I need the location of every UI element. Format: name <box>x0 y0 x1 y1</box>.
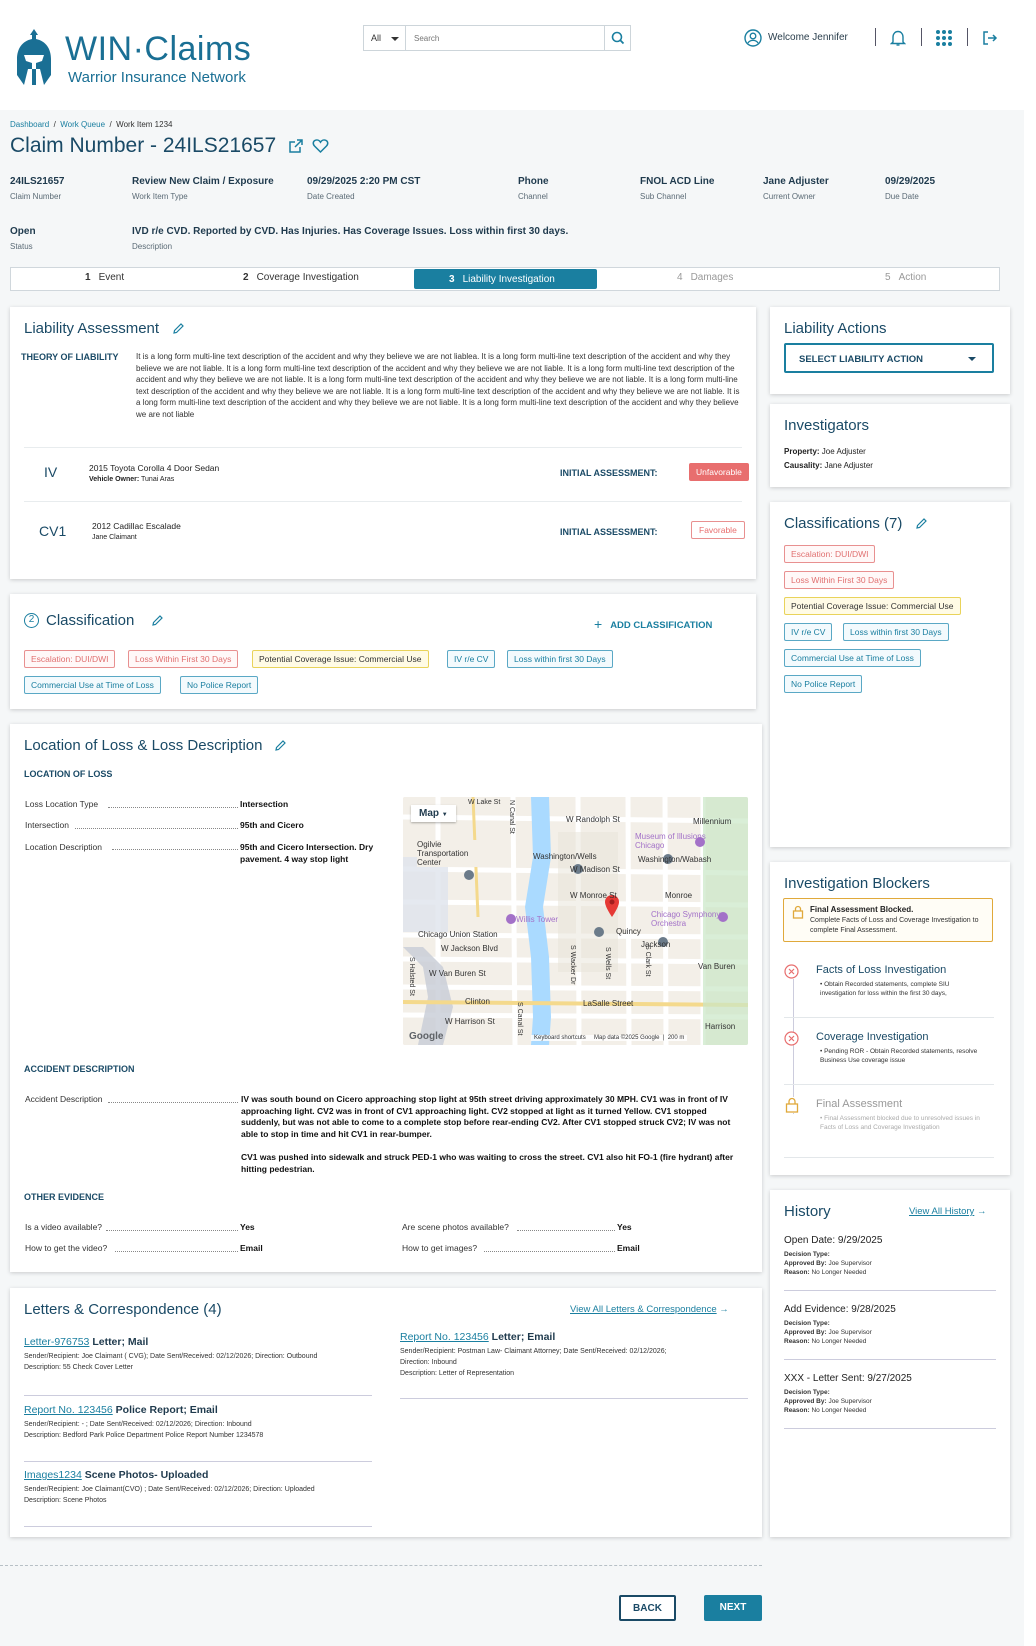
row-label: How to get the video? <box>25 1243 108 1253</box>
map-label: W Lake St <box>468 799 501 806</box>
plus-icon: + <box>594 616 603 632</box>
letter-details: Sender/Recipient: - ; Date Sent/Received: 02/12/2026; Direction: Inbound <box>24 1421 252 1428</box>
lock-icon <box>792 905 804 919</box>
meta-value: 09/29/2025 <box>885 176 936 187</box>
meta-date-created <box>307 176 420 201</box>
header-divider <box>967 28 968 46</box>
history-approved-label: Approved By: <box>784 1260 827 1267</box>
row-label: Is a video available? <box>25 1222 103 1232</box>
description-label: Description <box>132 242 173 251</box>
meta-claim-number <box>10 176 65 201</box>
map-label: W Madison St <box>570 865 620 874</box>
classification-number-badge: 2 <box>24 613 39 628</box>
letters-title: Letters & Correspondence (4) <box>24 1301 222 1318</box>
meta-current-owner <box>763 176 829 201</box>
blocker-alert <box>783 898 993 942</box>
map-label: Quincy <box>616 927 641 936</box>
step-number: 5 <box>885 272 891 283</box>
breadcrumb-current: Work Item 1234 <box>116 120 173 129</box>
letter-details: Sender/Recipient: Joe Claimant(CVO) ; Date Sent/Received: 02/12/2026; Direction: Uploaded <box>24 1486 315 1493</box>
map-google-logo: Google <box>409 1031 444 1042</box>
liability-action-select-label: SELECT LIABILITY ACTION <box>799 354 924 365</box>
history-item <box>784 1304 996 1360</box>
meta-due-date <box>885 176 935 201</box>
logo-subtitle: Warrior Insurance Network <box>68 69 246 86</box>
history-approved-by: Joe Supervisor <box>828 1260 872 1267</box>
search-bar <box>363 25 631 51</box>
letter-details: Sender/Recipient: Postman Law- Claimant Attorney; Date Sent/Received: 02/12/2026; <box>400 1348 667 1355</box>
classification-tag[interactable]: No Police Report <box>180 676 258 694</box>
header-divider <box>875 28 876 46</box>
map-label: W Harrison St <box>445 1017 495 1026</box>
accident-section-label: ACCIDENT DESCRIPTION <box>24 1064 135 1074</box>
vehicle-owner: Tunai Aras <box>141 476 175 483</box>
leader-dots <box>484 1251 615 1252</box>
inv-property-name: Joe Adjuster <box>821 447 866 456</box>
meta-label: Due Date <box>885 192 919 201</box>
map-label: Willis Tower <box>516 915 559 924</box>
liability-actions-title: Liability Actions <box>784 320 887 337</box>
vehicle-code: IV <box>44 464 58 480</box>
step-label: Coverage Investigation <box>256 272 359 283</box>
letter-item <box>24 1404 372 1462</box>
step-label: Event <box>98 272 125 283</box>
map-label: W Jackson Blvd <box>441 944 498 953</box>
evidence-row <box>25 1222 275 1232</box>
app-header <box>0 0 1036 110</box>
classification-card <box>10 594 756 709</box>
arrow-right-icon: → <box>976 1206 987 1217</box>
vehicle-name: 2012 Cadillac Escalade <box>92 521 181 531</box>
row-label: Are scene photos available? <box>402 1222 509 1232</box>
view-all-letters-link[interactable] <box>570 1304 729 1315</box>
meta-label: Sub Channel <box>640 192 687 201</box>
meta-work-item-type <box>132 176 274 201</box>
row-value: 95th and Cicero <box>240 820 304 830</box>
meta-value: Review New Claim / Exposure <box>132 176 274 187</box>
lock-icon <box>785 1097 799 1113</box>
history-reason-label: Reason: <box>784 1269 810 1276</box>
history-item-title: Add Evidence: 9/28/2025 <box>784 1304 896 1315</box>
map-type-button[interactable]: Map ▼ <box>411 805 456 822</box>
map-label: Chicago Union Station <box>418 930 498 939</box>
history-item-title: Open Date: 9/29/2025 <box>784 1235 883 1246</box>
blocker-text-value: Obtain Recorded statements, complete SIU investigation for loss within the first 30 days, <box>820 981 950 997</box>
location-row <box>25 799 289 809</box>
evidence-row <box>402 1222 652 1232</box>
location-section-label: LOCATION OF LOSS <box>24 769 113 779</box>
meta-status <box>10 226 36 251</box>
breadcrumb: Dashboard / Work Queue / Work Item 1234 <box>10 120 173 129</box>
edit-pencil-icon[interactable] <box>274 739 287 752</box>
letter-description: Description: Letter of Representation <box>400 1370 515 1377</box>
welcome-text: Welcome Jennifer <box>768 32 848 43</box>
letter-type: Scene Photos- Uploaded <box>84 1469 209 1481</box>
row-value: Yes <box>617 1222 632 1232</box>
row-value: Email <box>240 1243 263 1253</box>
letter-item <box>24 1469 372 1527</box>
description-value: IVD r/e CVD. Reported by CVD. Has Injuries. Has Coverage Issues. Loss within first 30 days. <box>132 226 569 237</box>
map-label: Clinton <box>465 997 490 1006</box>
vehicle-row <box>24 503 742 563</box>
breadcrumb-dashboard[interactable]: Dashboard <box>10 120 50 129</box>
logo-title: WIN·Claims <box>65 30 252 68</box>
map-label: Millennium <box>693 817 732 826</box>
history-approved-label: Approved By: <box>784 1398 827 1405</box>
meta-value: Jane Adjuster <box>763 176 829 187</box>
letter-type: Letter; Mail <box>92 1336 149 1348</box>
history-item-title: XXX - Letter Sent: 9/27/2025 <box>784 1373 912 1384</box>
theory-of-liability-text: It is a long form multi-line text description of the accident and why they believe we are not liablea. It is a long form multi-line text description of the accident and why they believe we are not liable. It is a long form multi-line text description of the accident and why they believe we are not liable. It is a long form multi-line text description of the accident and why they believe we are not liable. It is a long form multi-line text description of the accident and why they believe we are not liable. It is a long form multi-line text description of the accident and why they believe we are not liable. It is a long form multi-line text description of the accident and why they believe we are not liable. It is a long form multi-line text description of the accident and why they believe we are not liable. It is a long form multi-line text description of the accident and why they believe we are not liable <box>136 352 740 419</box>
history-decision-label: Decision Type: <box>784 1389 830 1396</box>
step-liability-investigation[interactable] <box>414 269 597 289</box>
map-label: Washington/Wells <box>533 852 597 861</box>
edit-pencil-icon[interactable] <box>172 322 185 335</box>
location-map[interactable] <box>403 797 748 1045</box>
blocker-text: • Final Assessment blocked due to unresolved issues in Facts of Loss and Coverage Investigation <box>820 1115 980 1131</box>
meta-label: Work Item Type <box>132 192 188 201</box>
blocker-title: Final Assessment <box>816 1098 903 1110</box>
step-label: Action <box>898 272 927 283</box>
history-title: History <box>784 1203 831 1220</box>
leader-dots <box>108 1102 238 1103</box>
leader-dots <box>517 1230 615 1231</box>
meta-label: Current Owner <box>763 192 816 201</box>
error-x-icon <box>784 1031 799 1046</box>
letter-link[interactable]: Images1234 <box>24 1469 82 1481</box>
letter-link[interactable]: Report No. 123456 <box>24 1404 113 1416</box>
map-label: W Monroe St <box>570 891 617 900</box>
letter-description: Description: Scene Photos <box>24 1497 107 1504</box>
blocker-text-value: Pending ROR - Obtain Recorded statements, resolve Business Use coverage issue <box>820 1048 978 1064</box>
step-number: 3 <box>449 274 455 285</box>
map-label: W Randolph St <box>566 815 620 824</box>
history-decision-label: Decision Type: <box>784 1320 830 1327</box>
letter-link[interactable]: Report No. 123456 <box>400 1331 489 1343</box>
investigators-card <box>770 404 1010 487</box>
arrow-right-icon: → <box>719 1304 729 1315</box>
history-decision-label: Decision Type: <box>784 1251 830 1258</box>
add-classification-button[interactable] <box>594 615 712 631</box>
back-button[interactable]: BACK <box>619 1595 676 1621</box>
inv-causality-label: Causality: <box>784 461 823 470</box>
map-label: Monroe <box>665 891 693 900</box>
step-label: Damages <box>690 272 734 283</box>
row-value: 95th and Cicero Intersection. Dry pavement. 4 way stop light <box>240 842 374 864</box>
location-of-loss-card <box>10 724 762 1272</box>
vehicle-name: 2015 Toyota Corolla 4 Door Sedan <box>89 463 220 473</box>
meta-label: Date Created <box>307 192 355 201</box>
letter-item <box>24 1336 372 1396</box>
row-value: Email <box>617 1243 640 1253</box>
edit-pencil-icon[interactable] <box>151 614 164 627</box>
history-card <box>770 1190 1010 1537</box>
meta-sub-channel <box>640 176 714 201</box>
step-coverage-investigation[interactable] <box>243 272 359 283</box>
classification-tag[interactable]: Commercial Use at Time of Loss <box>24 676 161 694</box>
history-reason: No Longer Needed <box>811 1407 867 1414</box>
edit-pencil-icon[interactable] <box>915 517 928 530</box>
status-label: Status <box>10 242 33 251</box>
liability-actions-card <box>770 307 1010 394</box>
add-classification-label: ADD CLASSIFICATION <box>610 620 713 631</box>
history-reason: No Longer Needed <box>811 1269 867 1276</box>
progress-stepper <box>10 267 1000 291</box>
classification-tag[interactable]: Commercial Use at Time of Loss <box>784 649 921 667</box>
investigators-title: Investigators <box>784 417 870 434</box>
letter-item <box>400 1331 748 1399</box>
map-label: S Clark St <box>644 945 651 977</box>
user-avatar-icon[interactable] <box>744 29 762 47</box>
status-value: Open <box>10 226 36 237</box>
external-link-icon[interactable] <box>288 138 304 154</box>
blocker-alert-text: Complete Facts of Loss and Coverage Investigation to complete Final Assessment. <box>810 917 979 934</box>
leader-dots <box>108 807 238 808</box>
map-label: Harrison <box>705 1022 736 1031</box>
theory-of-liability-label: THEORY OF LIABILITY <box>21 352 119 362</box>
investigation-blockers-card <box>770 862 1010 1175</box>
history-item <box>784 1373 996 1429</box>
classifications-side-card <box>770 502 1010 847</box>
map-label: Chicago Symphony Orchestra <box>651 910 721 928</box>
history-approved-by: Joe Supervisor <box>828 1398 872 1405</box>
classification-tag[interactable]: No Police Report <box>784 675 862 693</box>
caret-down-icon <box>968 357 976 361</box>
blocker-title: Facts of Loss Investigation <box>816 964 947 976</box>
vehicle-row <box>24 447 742 502</box>
search-button[interactable] <box>604 26 630 50</box>
classification-tag[interactable]: Loss within first 30 Days <box>507 650 613 668</box>
map-label: S Canal St <box>516 1002 523 1036</box>
blockers-title: Investigation Blockers <box>784 875 930 892</box>
meta-description <box>132 226 568 251</box>
classification-tag[interactable]: IV r/e CV <box>784 623 832 641</box>
breadcrumb-work-queue[interactable]: Work Queue <box>60 120 106 129</box>
step-number: 2 <box>243 272 249 283</box>
classification-tag[interactable]: Potential Coverage Issue: Commercial Use <box>252 650 429 668</box>
letter-description: Description: Bedford Park Police Department Police Report Number 1234578 <box>24 1432 264 1439</box>
blocker-item[interactable] <box>784 962 994 1018</box>
initial-assessment-label: INITIAL ASSESSMENT: <box>560 527 658 537</box>
view-all-history-link[interactable] <box>909 1206 986 1217</box>
inv-property-label: Property: <box>784 447 820 456</box>
blocker-alert-title: Final Assessment Blocked. <box>810 905 914 914</box>
view-all-letters-label: View All Letters & Correspondence <box>570 1304 717 1315</box>
header-divider <box>921 28 922 46</box>
initial-assessment-label: INITIAL ASSESSMENT: <box>560 468 658 478</box>
leader-dots <box>75 828 238 829</box>
step-number: 1 <box>85 272 91 283</box>
map-label: Washington/Wabash <box>638 855 712 864</box>
history-reason: No Longer Needed <box>811 1338 867 1345</box>
apps-grid-icon[interactable] <box>935 29 953 47</box>
accident-paragraph: CV1 was pushed into sidewalk and struck PED-1 who was waiting to cross the street. CV1 also hit FO-1 (fire hydrant) after hitting pedestrian. <box>241 1151 734 1174</box>
row-label: How to get images? <box>402 1243 478 1253</box>
step-number: 4 <box>677 272 683 283</box>
map-label: S Wells St <box>604 947 611 980</box>
bell-icon[interactable] <box>890 29 906 47</box>
classification-title: Classification <box>46 612 135 629</box>
map-label: Van Buren <box>698 962 736 971</box>
search-input[interactable] <box>406 26 606 50</box>
warrior-helmet-logo-icon <box>14 27 54 87</box>
letter-type: Police Report; Email <box>115 1404 218 1416</box>
evidence-section-label: OTHER EVIDENCE <box>24 1192 105 1202</box>
classification-tag[interactable]: Loss Within First 30 Days <box>128 650 238 668</box>
blocker-item[interactable] <box>784 1096 994 1158</box>
history-reason-label: Reason: <box>784 1338 810 1345</box>
letter-type: Letter; Email <box>491 1331 556 1343</box>
row-label: Intersection <box>25 820 69 830</box>
search-icon <box>605 26 631 50</box>
history-reason-label: Reason: <box>784 1407 810 1414</box>
leader-dots <box>106 1230 238 1231</box>
meta-label: Claim Number <box>10 192 62 201</box>
vehicle-owner: Jane Claimant <box>92 534 137 541</box>
classification-tag[interactable]: IV r/e CV <box>447 650 495 668</box>
meta-value: 24ILS21657 <box>10 176 65 187</box>
liability-assessment-card <box>10 307 756 579</box>
meta-value: Phone <box>518 176 549 187</box>
letter-details: Sender/Recipient: Joe Claimant ( CVG); Date Sent/Received: 02/12/2026; Direction: Outbound <box>24 1353 318 1360</box>
leader-dots <box>112 849 238 850</box>
accident-paragraph: IV was south bound on Cicero approaching stop light at 95th street driving approximately 30 MPH. CV1 was in front of IV approaching light. CV2 was in front of CV1 approaching light. CV2 stopped at light as it turned Yellow. CV1 stopped suddenly, but was not able to come to a complete stop before rear-ending CV2. After CV1 stopped struck CV2; IV was not able to stop in time and hit CV1 in rear-bumper. <box>241 1094 731 1140</box>
map-label: LaSalle Street <box>583 999 634 1008</box>
history-approved-label: Approved By: <box>784 1329 827 1336</box>
leader-dots <box>115 1251 238 1252</box>
accident-description-text <box>241 1094 741 1175</box>
letters-card <box>10 1288 762 1537</box>
row-value: Intersection <box>240 799 289 809</box>
row-label: Accident Description <box>25 1094 103 1104</box>
classification-tag[interactable]: Escalation: DUI/DWI <box>24 650 115 668</box>
evidence-row <box>402 1243 652 1253</box>
letter-description: Description: 55 Check Cover Letter <box>24 1364 133 1371</box>
search-filter-select[interactable]: All <box>364 26 406 50</box>
row-value: Yes <box>240 1222 255 1232</box>
row-label: Location Description <box>25 842 103 852</box>
letter-direction: Direction: Inbound <box>400 1359 457 1366</box>
accident-row <box>25 1094 275 1104</box>
map-label: N Canal St <box>508 800 515 834</box>
meta-value: 09/29/2025 2:20 PM CST <box>307 176 421 187</box>
classifications-side-title: Classifications (7) <box>784 515 903 532</box>
map-label: Museum of Illusions Chicago <box>635 832 706 850</box>
view-all-history-label: View All History <box>909 1206 975 1217</box>
blocker-text-value: Final Assessment blocked due to unresolved issues in Facts of Loss and Coverage Investigation <box>820 1115 980 1131</box>
location-title: Location of Loss & Loss Description <box>24 737 263 754</box>
vehicle-code: CV1 <box>39 523 67 539</box>
blocker-item[interactable] <box>784 1029 994 1085</box>
classification-tag[interactable]: Potential Coverage Issue: Commercial Use <box>784 597 961 615</box>
blocker-text: • Obtain Recorded statements, complete SIU investigation for loss within the first 30 days, <box>820 981 950 997</box>
next-button[interactable]: NEXT <box>704 1595 762 1621</box>
map-label: Jackson <box>641 940 671 949</box>
step-damages[interactable] <box>677 272 733 283</box>
row-label: Loss Location Type <box>25 799 99 809</box>
step-event[interactable] <box>85 272 124 283</box>
blocker-text: • Pending ROR - Obtain Recorded statements, resolve Business Use coverage issue <box>820 1048 978 1064</box>
history-approved-by: Joe Supervisor <box>828 1329 872 1336</box>
evidence-row <box>25 1243 275 1253</box>
letter-link[interactable]: Letter-976753 <box>24 1336 90 1348</box>
vehicle-owner-label: Vehicle Owner: <box>89 476 140 483</box>
liability-assessment-title: Liability Assessment <box>24 320 160 337</box>
map-footer: Keyboard shortcuts Map data ©2025 Google | 200 m <box>531 1035 687 1041</box>
meta-value: FNOL ACD Line <box>640 176 715 187</box>
history-item <box>784 1235 996 1291</box>
heart-icon[interactable] <box>312 138 329 154</box>
step-label: Liability Investigation <box>462 274 555 285</box>
map-label: W Van Buren St <box>429 969 486 978</box>
liability-action-select[interactable] <box>784 343 994 373</box>
blocker-title: Coverage Investigation <box>816 1031 929 1043</box>
map-label: Ogilvie Transportation Center <box>417 840 492 867</box>
page-title: Claim Number - 24ILS21657 <box>10 134 277 157</box>
location-row <box>25 841 374 864</box>
assessment-badge-unfavorable[interactable]: Unfavorable <box>689 463 749 481</box>
step-action[interactable] <box>885 272 926 283</box>
location-row <box>25 820 304 830</box>
assessment-badge-favorable[interactable]: Favorable <box>691 521 745 539</box>
error-x-icon <box>784 964 799 979</box>
classification-tag[interactable]: Escalation: DUI/DWI <box>784 545 875 563</box>
footer-divider <box>0 1565 762 1566</box>
meta-label: Channel <box>518 192 548 201</box>
classification-tag[interactable]: Loss Within First 30 Days <box>784 571 894 589</box>
map-label: S Halsted St <box>408 957 415 996</box>
meta-channel <box>518 176 549 201</box>
logout-icon[interactable] <box>982 30 998 46</box>
map-type-label: Map <box>419 808 439 819</box>
classification-tag[interactable]: Loss within first 30 Days <box>843 623 949 641</box>
inv-causality-name: Jane Adjuster <box>824 461 873 470</box>
map-label: S Wacker Dr <box>569 945 576 985</box>
